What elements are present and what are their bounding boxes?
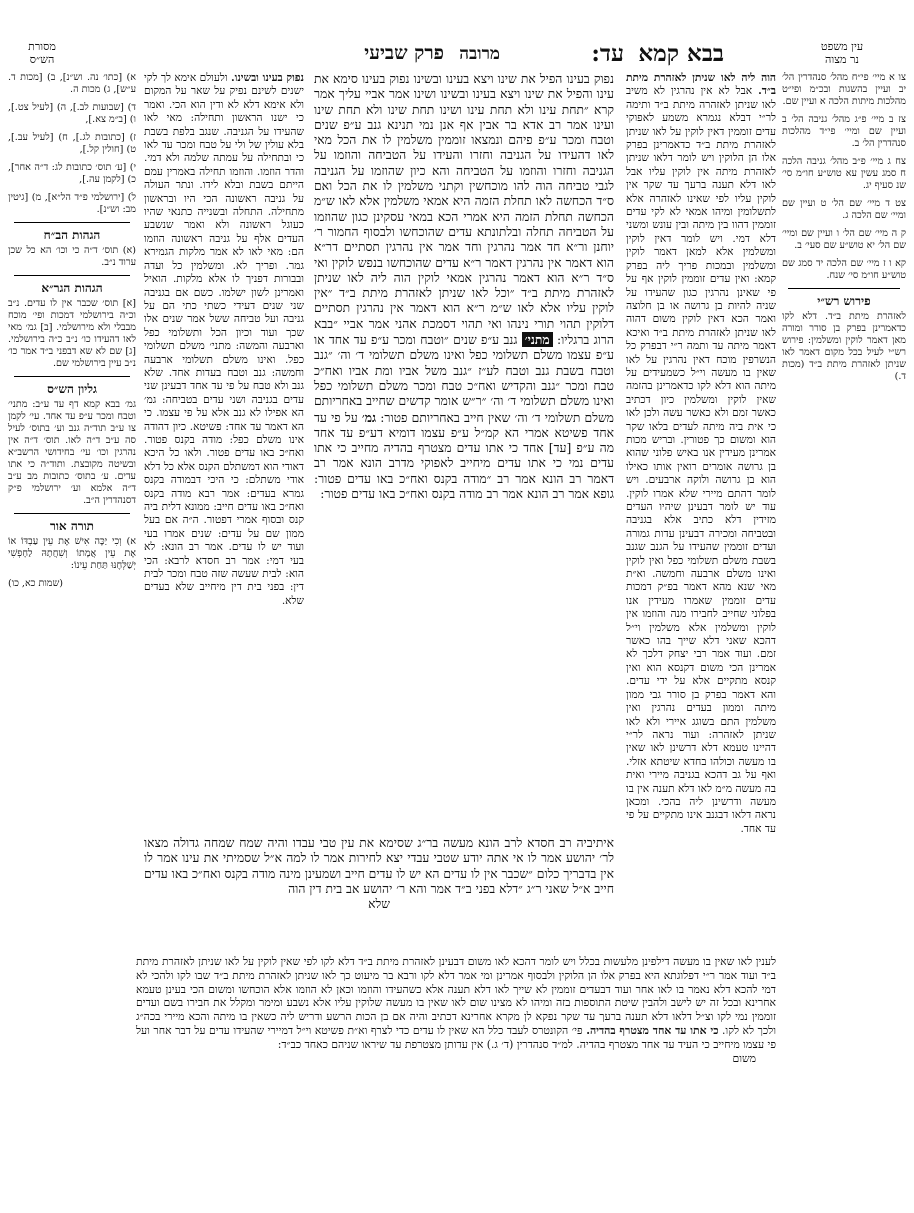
gilyon-title: גליון הש״ס (47, 382, 97, 396)
gilyon-text: גמ׳ בבא קמא דף עד ע״ב: מתני׳ וטבח ומכר ע״פ עד אחד. עי׳ לקמן צו ע״ב תוד״ה גנב וע׳ בתוס׳ לעיל סה ע״ב ד״ה לאו. תוס׳ ד״ה אין נהרגין וכו׳ עי׳ בחידושי הרשב״א ובשיטה מקובצת. ותוד״ה כי אתו עדים. ע׳ בתוס׳ כתובות מב ע״ב ד״ה אלמא וע׳ ירושלמי פ״ק דסנהדרין ה״ב. (8, 399, 136, 506)
bottom-closing-dibur: כי אתו עד אחד מצטרף בהדיה. (586, 1023, 719, 1037)
divider (14, 275, 130, 276)
ein-mishpat-entry: צו א מיי׳ פי״ח מהל׳ סנהדרין הל׳ יב ועיין בהשגות ובכ״מ ופי״ט מהלכות מיתות הלכה א ועיין שם. (782, 72, 906, 107)
ein-mishpat-entry: צז ב מיי׳ פ״ג מהל׳ גניבה הל׳ ב ועיין שם ומיי׳ פי״ד מהלכות סנהדרין הל׳ ב. (782, 114, 906, 149)
gemara-discussion: על פי עד אחד פשיטא אמרי הא קמ״ל ע״פ עצמו דומיא דע״פ עד אחד מה ע״פ [עד] אחד כי אתו עדים מצטרף בהדיה מחייב כי אתו עדים נמי כי אתו עדים מיחייב לאפוקי מדרב הונא אמר רב דאמר רב הונא אמר רב ״מודה בקנס ואח״כ באו עדים פטור: גופא אמר רב הונא אמר רב מודה בקנס ואח״כ באו עדים פטור: (314, 410, 614, 502)
outer-commentary (626, 72, 776, 952)
divider (14, 222, 130, 223)
hagahot-bach-title: הגהות הב״ח (43, 228, 101, 242)
mesoret-entry: ל) [ירושלמי פ״ד הל״א], מ) [גיטין מב: וש״נ]. (8, 192, 136, 215)
mesoret-entry: י) [ע׳ תוס׳ כתובות לג: ד״ה אחר], כ) [לקמן עה.], (8, 162, 136, 185)
gemara-paragraph: נפוק בעינו הפיל את שינו ויצא בעינו ובשינו נפוק בעינו סימא את עינו והפיל את שינו ויצא בעינו ובשינו ושינו אמר אביי עליך אמר קרא ״תחת עינו ולא תחת עינו ושינו תחת שינו ולא תחת שינו ועינו אמר רב אדא בר אבין אף אנן נמי תנינא גנב ע״פ שנים וטבח ומכר ע״פ פיהם ונמצאו זוממין משלמין לו את הכל מאי לאו דהעידו על הגניבה וחזרו והעידו על הטביחה והוזמו על הגניבה וחזרו והוזמו על הטביחה והא כיון שהוזמו על הגניבה לגבי טביחה הוה להו מוכחשין וקתני משלמין לו את הכל ואם ס״ד הכחשה לאו תחלת הזמה היא אמאי משלמין אלא לאו ש״מ הכחשה תחלת הזמה היא אמרי הכא במאי עסקינן כגון שהוזמו על הטביחה תחלה ובלתונתא עדים שהוכחשו ולבסוף החמור ר׳ יוחנן ור״א חד אמר נהרגין וחד אמר אין נהרגין תסתיים דר״א הוא דאמר אין נהרגין דאמר ר״א עדים שהוכחשו בנפש לוקין ואי ס״ד ר״א הוא דאמר נהרגין אמאי לוקין הוה ליה לאו שניתן לאזהרת מיתת ב״ד ״וכל לאו שניתן לאזהרת מיתת ב״ד ״אין לוקין עליו אלא לאו ש״מ ר״א הוא דאמר אין נהרגין תסתיים דלוקין תהוי תורי נינהו ואי תהוי דסמכת אהני אמר אביי ״בבא הרוג ברגליו: (314, 72, 614, 348)
ein-mishpat-label: עין משפט נר מצוה (820, 40, 864, 66)
bottom-closing-text: פי׳ הקונטרס לעבד כלל הא שאין לו עדים כדי לצרף וא״ת פשיטא וי״ל דמיירי שהעידו עדים על דבר אחר ועל פי עצמו מיחייב כי העיד עד אחד מצטרף בהדיה. למ״ד סנהדרין (ד׳ ג.) אין עדותן מצטרפת עד שיראו שניהם כאחד כב״ד: (136, 1023, 776, 1051)
perushim-text: לאזהרת מיתת ב״ד. דלא לקו כדאמרינן בפרק בן סורר ומורה מאן דאמר לוקין ומשלמין: פירוש רש״י לעיל בכל מקום דאמר לאו שניתן לאזהרת מיתת ב״ד (מכות ד.) (782, 311, 906, 382)
divider (14, 376, 130, 377)
page-number: עד: (591, 40, 624, 67)
hagahot-gra-text: [א] תוס׳ שכבר אין לו עדים. נ״ב וכ״ה בירושלמי דמכות ופי׳ מוכח מבבלי ולא מירושלמי. [ב] גמ׳ מאי לאו דהעידו כו׳ נ״ב כ״ה בירושלמי. [ג] שם לא שא דבפני ב״ד אמר כו׳ נ״ב עיין בירושלמי שם. (8, 298, 136, 369)
torah-or-title: תורה אור (49, 519, 95, 533)
mesoret-entry: ד) [שבועות לב.], ה) [לעיל צט.], ו) [ב״מ צא.], (8, 102, 136, 125)
hagahot-gra-title: הגהות הגר״א (41, 281, 103, 295)
tractate-title: בבא קמא (638, 40, 724, 67)
bottom-commentary-text: לענין לאו שאין בו מעשה דילפינן מלעשות בכלל ויש לומר דהכא לאו משום דבעינן לאזהרת מיתת ב״ד דלא לקו לפי שאין לוקין על לאו שניתן לאזהרת מיתת ב״ד ועוד אמר ר״י דפלוגתא היא בפרק אלו הן הלוקין ולבסוף אמרינן ומי אמר דלא לקו ורבא בר מיעוט כך לאו שניתן לאזהרת מיתת ב״ד שבו לקו ולהכי לא דמי להכא דלא נאמר בו לאו אחר ועוד דבעדים זוממין לא שייך לאו דלא תענה אלא כשהעידו והוזמו וכאן לא הוזמו אלא הוכחשו ומשום הכי בעינן טעמא אחרינא ובכל זה יש לישב ולהבין שיטת התוספות בזה ומיהו לא מצינו שום לאו שאין בו מעשה שלוקין עליו אלא נשבע ומימר ומקלל את חבירו בשם ועדים זוממין נמי לקו וצ״ל דלאו דלא תענה ברעך עד שקר נפקא לן מקרא אחרינא דכתיב והיה אם בן הכות הרשע ודריש ליה כשאין בו מיתה והכא מיירי בכה״ג ולכך לא לקו. (136, 955, 776, 1037)
divider (14, 513, 130, 514)
bottom-commentary (136, 955, 776, 1185)
mishna-text: גנב ע״פ שנים ״וטבח ומכר ע״פ עד אחד או ע״פ עצמו משלם תשלומי כפל ואינו משלם תשלומי ד׳ וה׳ ״גנב וטבח בשבת גנב וטבח לע״ז ״גנב משל אביו ומת אביו ואח״כ טבח ומכר ״גנב והקדיש ואח״כ טבח ומכר משלם תשלומי כפל ואינו משלם תשלומי ד׳ וה׳ ״ר״ש אומר קדשים שחייב באחריותם משלם תשלומי ד׳ וה׳ שאין חייב באחריותם פטור: (314, 333, 614, 425)
divider (788, 288, 900, 289)
gemara-text (314, 72, 614, 832)
perushim-title: פירוש רש״י (817, 294, 871, 308)
gemara-marker: גמ׳ (361, 409, 377, 425)
ein-mishpat-entry: קא ו ז מיי׳ שם הלכה יד סמג שם טוש״ע חו״מ סי׳ שנח. (782, 258, 906, 281)
hagahot-bach-text: (א) תוס׳ ד״ה כי וכו׳ הא כל שכן ערוד נ״ב. (8, 245, 136, 268)
chapter-name: מרובה (459, 44, 500, 64)
chapter-number: פרק שביעי (364, 42, 444, 64)
ein-mishpat-entry: צח ג מיי׳ פ״ב מהל׳ גניבה הלכה ח סמג עשין עא טוש״ע חו״מ סי׳ שנ סעיף יג. (782, 156, 906, 191)
bottom-catchword: משום (732, 1051, 756, 1065)
gemara-continuation (144, 836, 614, 946)
inner-commentary-text: ולעולם אימא לך לקי ישנים לשינם נפיק על שאר על המקום ולא אימא דלא לא ודין הוא הכי. ואמר כי ישנו הראשון ותחילה: מאי לאו שהעידו על הגניבה. שנגב בלפת בשבת בלא עולין של ולי על טבח ומכר עד לאו כי ובתחילה על עמתה שלמה ולא דמי. והדר הוזמו. והוזמו תחילה באמרין עמם הייתם בשבת ובלא לידו. ונתר העולה על גניבה ראשונה הכי היו ובראשון מתחילה. התחלה ובשנייה כתנאי שהיו כעוגל ראשונה ולא ואמר שנשבע העדים אלף על גניבה ראשונה הוזמו הם: מאי לאו לא אמר מלקות הגמירא גמר. ופריך לא. ומשלמין כל ועדה ובבורות דפניך לו אלא מלקות. הואיל ואמרינן לשון ישלמו. כשם אם בגניבה שני שנים דעידי כשתי כתי הם על גניבה ועל טביחה ששל אמר שנים אלו שכך ועוד וכיון הכל ותשלומי כפל וארבעה והמשה: מתני׳ משלם תשלומי כפל. ואינו משלם תשלומי ארבעה וחמשה: גנב וטבח בעדות אחד. שלא גנב ולא טבח על פי עד אחד דבעינן שני עדים בגניבה ושני עדים בטביחה: גמ׳ הא אפילו לא גנב אלא על פי עצמו. כי הא דאמר עד אחד: פשיטא. כיון דהודה אינו משלם כפל: מודה בקנס פטור. ואח״כ באו עדים פטור. ולאו כל היכא דאודי הוא דמשתלם הקנס אלא כל דלא אודי משתלם: כי היכי דבמודה בקנס גמרא בעדים: אמר רבא מודה בקנס ואח״כ באו עדים חייב: ממונא דלית ביה קנס ובסוף אמרי דפטור. ה״ה אם בעל ממון שם על עדים: שנים אמרו בעי ועוד יש לו עדים. אמר רב הונא: לא בעי דמי: אמר רב חסדא לרבא: הכי הוא: לבית שעשה שזה טבח ומכר לבית דין: בפני בית דין מיחייב שלא בעדים שלא. (144, 72, 304, 607)
inner-opening-dibur: נפוק בעינו ובשינו. (230, 72, 304, 84)
inner-commentary (144, 72, 304, 812)
gemara-catchword: שלא (368, 897, 390, 912)
ein-mishpat-column (782, 72, 906, 382)
ein-mishpat-entry: ק ה מיי׳ שם הל׳ ו ועיין שם ומיי׳ שם הל׳ יא טוש״ע שם סעי׳ ב. (782, 228, 906, 251)
mesoret-label: מסורת הש״ס (28, 40, 56, 66)
mishna-marker: מתני׳ (522, 332, 553, 347)
outer-commentary-text: אבל לא אין נהרגין לא משיב לאו שניתן לאזהרה מיתת ב״ד ותימה לר״י דבלא נגמרא משמע לאפוקי עדים זוממין דאין לוקין על לאו שניתן לאזהרת מיתת ב״ד כדאמרינן בפרק אלו הן הלוקין ויש לומר דלאו שניתן לאזהרת מיתה אין לוקין עליו אבל לאו דלא תענה ברעך עד שקר אין לוקין עליו לפי שאינו לאזהרה אלא לתשלומין ומיהו אמאי לא לקי עדים זוממין דהוו בין מיתה ובין עונש ומשני דלא דמי. ויש לומר דאין לוקין ומשלמין אלא למאן דאמר לוקין ומשלמין ובמכות פריך ליה בפרק קמא: ואין עדים זוממין לוקין אף על פי שאינן נהרגין כגון שהעידו על שניה להיות בן גרושה או בן חלוצה ואמר הכא דאין לוקין משום דהוה לאו שניתן לאזהרת מיתת ב״ד ואיכא דאמר מיתה עד ותמה ר״י דבפרק כל הנשרפין מוכח דאין נהרגין על לאו שאין בו מעשה וי״ל כשמעידים על מיתה הוא דלא לקו כדאמרינן בהזמה שאין לוקין ומשלמין כיון דכתיב כאשר זמם ולא כאשר עשה ולכן לאו כי אית ביה מיתה לעדים בלאו שקר הוא ומשום כך פטורין. ובריש מכות אמרינן מעידין אנו באיש פלוני שהוא בן גרושה אומרים רואין אותו כאילו הוא בן גרושה ולוקה ארבעים. ויש לומר דהתם מיירי שלא אמרו לוקין. עוד יש לומר דבעינן שיהיו העדים מזידין דלא כתיב אלא בגניבה ובטביחה ומכירה דבעינן עדות גמורה ועדים זוממין שהעידו על הגנב שגנב בשבת משלם תשלומי כפל ואין לוקין ואינו משלם ארבעה וחמשה. וא״ת מאי שנא מהא דאמר בפ״ק דמכות עדים זוממין שאמרו מעידין אנו בפלוני שחייב לחבירו מנה והוזמו אין לוקין ומשלמין אלא משלמין וי״ל דהכא שאני דלא שייך בהו כאשר זמם. ועוד אמר רבי יצחק דלכך לא אמרינן הכי משום דקנסא הוא ואין קנסא מתקיים אלא על ידי עדים. והא דאמר בפרק בן סורר גבי ממון מיתה וממון בעדים נהרגין ואין משלמין התם בשוגג איירי ולא לאו שניתן לאזהרה: ועוד נראה לר״י דהיינו טעמא דלא דרשינן לאו שאין בו מעשה וכולהו בחדא שיטתא אזלי. ואף על גב דהכא בגניבה מיירי ואית בה מעשה מ״מ לאו דלא תענה אין בו מעשה ודרשינן ליה בהכי. ומכאן נראה דלאו דבגנב אינו מתקיים על פי עד אחד. (626, 85, 776, 835)
mesoret-entry: א) [כתו׳ נה. וש״נ], ב) [מכות ד. ע״ש], ג) מכות ה. (8, 72, 136, 95)
mesoret-entry: ז) [כתובות לג.], ח) [לעיל עב.], ט) [חולין קל.], (8, 132, 136, 155)
gemara-continuation-text: איתיביה רב חסדא לרב הונא מעשה בר״ג שסימא את עין טבי עבדו והיה שמח שמחה גדולה מצאו לר׳ יהושע אמר לו אי אתה יודע שטבי עבדי יצא לחירות אמר לו למה א״ל שסמיתי את עינו אמר לו אין בדבריך כלום ״שכבר אין לו עדים הא יש לו עדים חייב ושמעינן מינה מודה בקנס ואח״כ באו עדים חייב א״ל שאני ר״ג ״דלא בפני ב״ד אמר והא ר׳ יהושע אב בית דין הוה (144, 836, 614, 896)
torah-or-text: א) וְכִי יַכֶּה אִישׁ אֶת עֵין עַבְדּוֹ אוֹ אֶת עֵין אֲמָתוֹ וְשִׁחֲתָהּ לַחָפְשִׁי יְשַׁלְּחֶנּוּ תַּחַת עֵינוֹ: (8, 536, 136, 571)
outer-opening-dibur: הוה ליה לאו שניתן לאזהרת מיתת ב״ד. (626, 72, 776, 98)
torah-or-source: (שמות כא, כו) (8, 578, 64, 589)
left-margin-column (8, 72, 136, 872)
ein-mishpat-entry: צט ד מיי׳ שם הל׳ ט ועיין שם ומיי׳ שם הלכה ג. (782, 198, 906, 221)
